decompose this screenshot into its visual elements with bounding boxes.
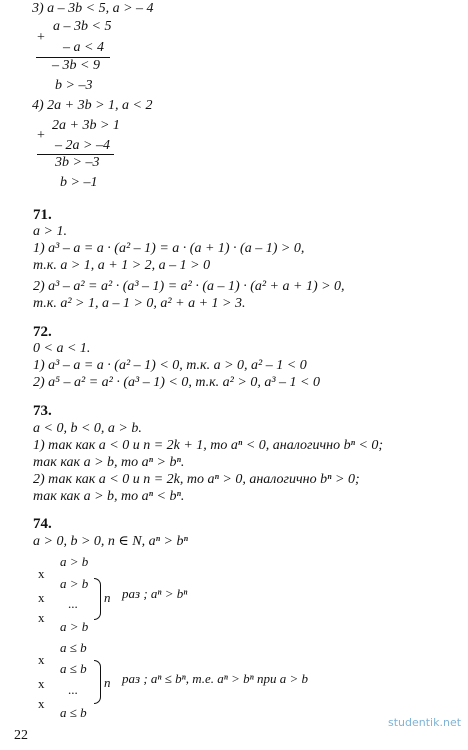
brace-2 — [94, 660, 101, 704]
ineq-a-gt-b-3: a > b — [60, 619, 89, 634]
problem-71-line3: 2) a³ – a² = a² · (a³ – 1) = a² · (a – 1) · (a² + a + 1) > 0, — [33, 279, 345, 294]
count-n-2: n — [104, 675, 111, 690]
watermark: studentik.net — [388, 716, 462, 729]
problem-72-number: 72. — [33, 324, 52, 340]
problem-74-number: 74. — [33, 516, 52, 532]
problem-74-condition: a > 0, b > 0, n ∈ N, aⁿ > bⁿ — [33, 534, 188, 549]
s4-header: 4) 2a + 3b > 1, a < 2 — [32, 98, 153, 113]
problem-71-condition: a > 1. — [33, 224, 67, 239]
product-x-2: x — [38, 590, 45, 605]
s3-line1: a – 3b < 5 — [53, 19, 112, 34]
result-1: раз ; aⁿ > bⁿ — [122, 586, 188, 601]
problem-73-line3: 2) так как a < 0 и n = 2k, то aⁿ > 0, аналогично bⁿ > 0; — [33, 472, 360, 487]
product-x-5: x — [38, 676, 45, 691]
ineq-a-le-b-2: a ≤ b — [60, 661, 87, 676]
s4-result: b > –1 — [60, 175, 98, 190]
ineq-a-le-b-1: a ≤ b — [60, 640, 87, 655]
problem-71-line1: 1) a³ – a = a · (a² – 1) = a · (a + 1) · (a – 1) > 0, — [33, 241, 305, 256]
ineq-a-le-b-3: a ≤ b — [60, 705, 87, 720]
ineq-a-gt-b-2: a > b — [60, 576, 89, 591]
s3-plus: + — [37, 30, 45, 45]
product-x-4: x — [38, 652, 45, 667]
s4-line1: 2a + 3b > 1 — [52, 118, 120, 133]
problem-73-condition: a < 0, b < 0, a > b. — [33, 421, 142, 436]
s3-header: 3) a – 3b < 5, a > – 4 — [32, 1, 154, 16]
problem-73-number: 73. — [33, 403, 52, 419]
product-x-6: x — [38, 696, 45, 711]
problem-71-line2: т.к. a > 1, a + 1 > 2, a – 1 > 0 — [33, 258, 211, 273]
count-n-1: n — [104, 590, 111, 605]
problem-72-line1: 1) a³ – a = a · (a² – 1) < 0, т.к. a > 0, a² – 1 < 0 — [33, 358, 307, 373]
s3-line2: – a < 4 — [63, 40, 104, 55]
problem-72-condition: 0 < a < 1. — [33, 341, 91, 356]
s4-sum: 3b > –3 — [55, 155, 100, 170]
problem-73-line2: так как a > b, то aⁿ > bⁿ. — [33, 455, 185, 470]
product-x-1: x — [38, 566, 45, 581]
problem-71-number: 71. — [33, 207, 52, 223]
page-number: 22 — [14, 728, 28, 743]
result-2: раз ; aⁿ ≤ bⁿ, т.е. aⁿ > bⁿ при a > b — [122, 671, 309, 686]
problem-73-line1: 1) так как a < 0 и n = 2k + 1, то aⁿ < 0, аналогично bⁿ < 0; — [33, 438, 384, 453]
brace-1 — [94, 578, 101, 620]
problem-71-line4: т.к. a² > 1, a – 1 > 0, a² + a + 1 > 3. — [33, 296, 246, 311]
s3-result: b > –3 — [55, 78, 93, 93]
s3-sum: – 3b < 9 — [52, 58, 100, 73]
ineq-a-gt-b-1: a > b — [60, 554, 89, 569]
s4-line2: – 2a > –4 — [55, 138, 110, 153]
ellipsis-2: ... — [68, 682, 78, 697]
ellipsis-1: ... — [68, 596, 78, 611]
problem-72-line2: 2) a⁵ – a² = a² · (a³ – 1) < 0, т.к. a² > 0, a³ – 1 < 0 — [33, 375, 320, 390]
s4-plus: + — [37, 128, 45, 143]
product-x-3: x — [38, 610, 45, 625]
problem-73-line4: так как a > b, то aⁿ < bⁿ. — [33, 489, 185, 504]
